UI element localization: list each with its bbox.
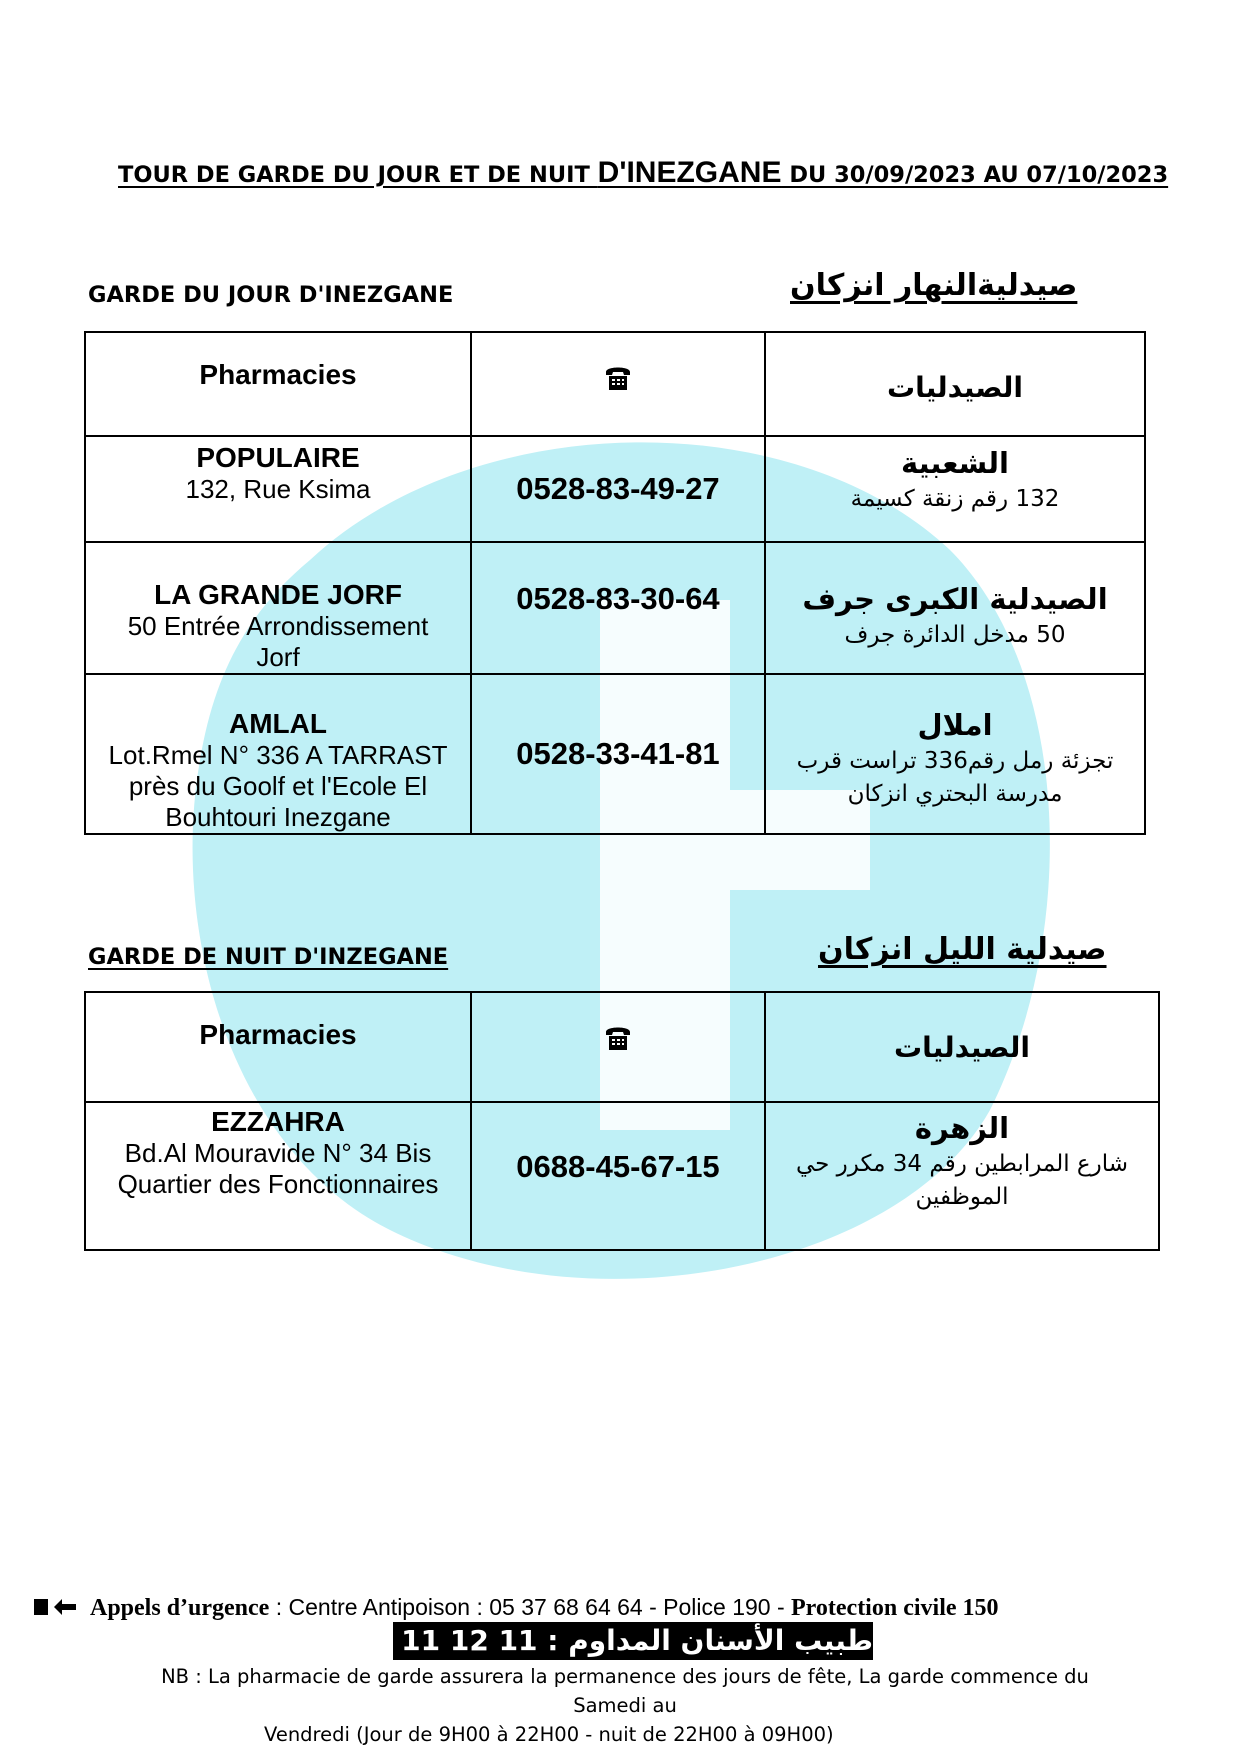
- pharmacy-phone: 0528-83-30-64: [516, 581, 720, 616]
- pharmacy-address-ar: تجزئة رمل رقم336 تراست قرب مدرسة البحتري انزكان: [796, 748, 1114, 807]
- table-row: [85, 1102, 1159, 1250]
- pharmacy-address: 132, Rue Ksima: [185, 474, 371, 504]
- emergency-calls: [32, 1594, 1232, 1624]
- night-pharmacy-table: [84, 991, 1160, 1251]
- pharmacy-address: Bd.Al Mouravide N° 34 Bis Quartier des Fonctionnaires: [117, 1138, 439, 1199]
- page-title: TOUR DE GARDE DU JOUR ET DE NUIT D'INEZGANE DU 30/09/2023 AU 07/10/2023: [118, 156, 1169, 189]
- day-section-label-ar: صيدليةالنهار انزكان: [790, 268, 1078, 303]
- pharmacy-name-ar: الصيدلية الكبرى جرف: [802, 582, 1108, 616]
- pharmacy-name-ar: املال: [917, 708, 993, 742]
- pharmacy-address-ar: 50 مدخل الدائرة جرف: [844, 622, 1066, 648]
- pharmacy-address: 50 Entrée Arrondissement Jorf: [127, 611, 429, 672]
- pharmacy-name: EZZAHRA: [211, 1106, 345, 1137]
- pharmacy-name: POPULAIRE: [196, 442, 360, 473]
- pharmacy-phone: 0528-33-41-81: [516, 736, 720, 771]
- telephone-icon: [472, 333, 764, 398]
- pharmacy-address-ar: شارع المرابطين رقم 34 مكرر حي الموظفين: [795, 1151, 1129, 1210]
- emergency-label: Appels d’urgence: [90, 1595, 270, 1621]
- pharmacy-name: LA GRANDE JORF: [154, 579, 402, 610]
- table-header-row: [85, 332, 1145, 436]
- header-pharmacies-ar: الصيدليات: [894, 1031, 1030, 1064]
- night-section-label-fr: GARDE DE NUIT D'INZEGANE: [88, 944, 449, 970]
- civil-protection: Protection civile 150: [791, 1595, 999, 1621]
- header-pharmacies: Pharmacies: [199, 359, 357, 390]
- nb-line-2: Vendredi (Jour de 9H00 à 22H00 - nuit de 22H00 à 09H00): [264, 1723, 834, 1746]
- table-row: [85, 542, 1145, 674]
- pharmacy-address: Lot.Rmel N° 336 A TARRAST près du Goolf et l'Ecole El Bouhtouri Inezgane: [108, 740, 448, 832]
- pharmacy-phone: 0528-83-49-27: [516, 471, 720, 506]
- table-row: [85, 674, 1145, 834]
- header-pharmacies-ar: الصيدليات: [887, 371, 1023, 404]
- pharmacy-name-ar: الشعبية: [901, 446, 1009, 480]
- phone-alarm-icon: [32, 1596, 80, 1624]
- pharmacy-name: AMLAL: [229, 708, 327, 739]
- nb-line-1: NB : La pharmacie de garde assurera la permanence des jours de fête, La garde commence du Samedi au: [161, 1665, 1089, 1717]
- emergency-numbers: : Centre Antipoison : 05 37 68 64 64 - Police 190 -: [269, 1594, 792, 1620]
- pharmacy-phone: 0688-45-67-15: [516, 1149, 720, 1184]
- table-header-row: [85, 992, 1159, 1102]
- night-section-label-ar: صيدلية الليل انزكان: [818, 932, 1107, 967]
- dentist-on-call: طبيب الأسنان المداوم : 11 12 11 08 06: [393, 1622, 873, 1660]
- pharmacy-address-ar: 132 رقم زنقة كسيمة: [850, 486, 1060, 512]
- day-pharmacy-table: [84, 331, 1146, 835]
- pharmacy-name-ar: الزهرة: [914, 1111, 1010, 1145]
- table-row: [85, 436, 1145, 542]
- header-pharmacies: Pharmacies: [199, 1019, 357, 1050]
- nb-note: [130, 1662, 1120, 1749]
- telephone-icon: [472, 993, 764, 1058]
- day-section-label-fr: GARDE DU JOUR D'INEZGANE: [88, 282, 454, 308]
